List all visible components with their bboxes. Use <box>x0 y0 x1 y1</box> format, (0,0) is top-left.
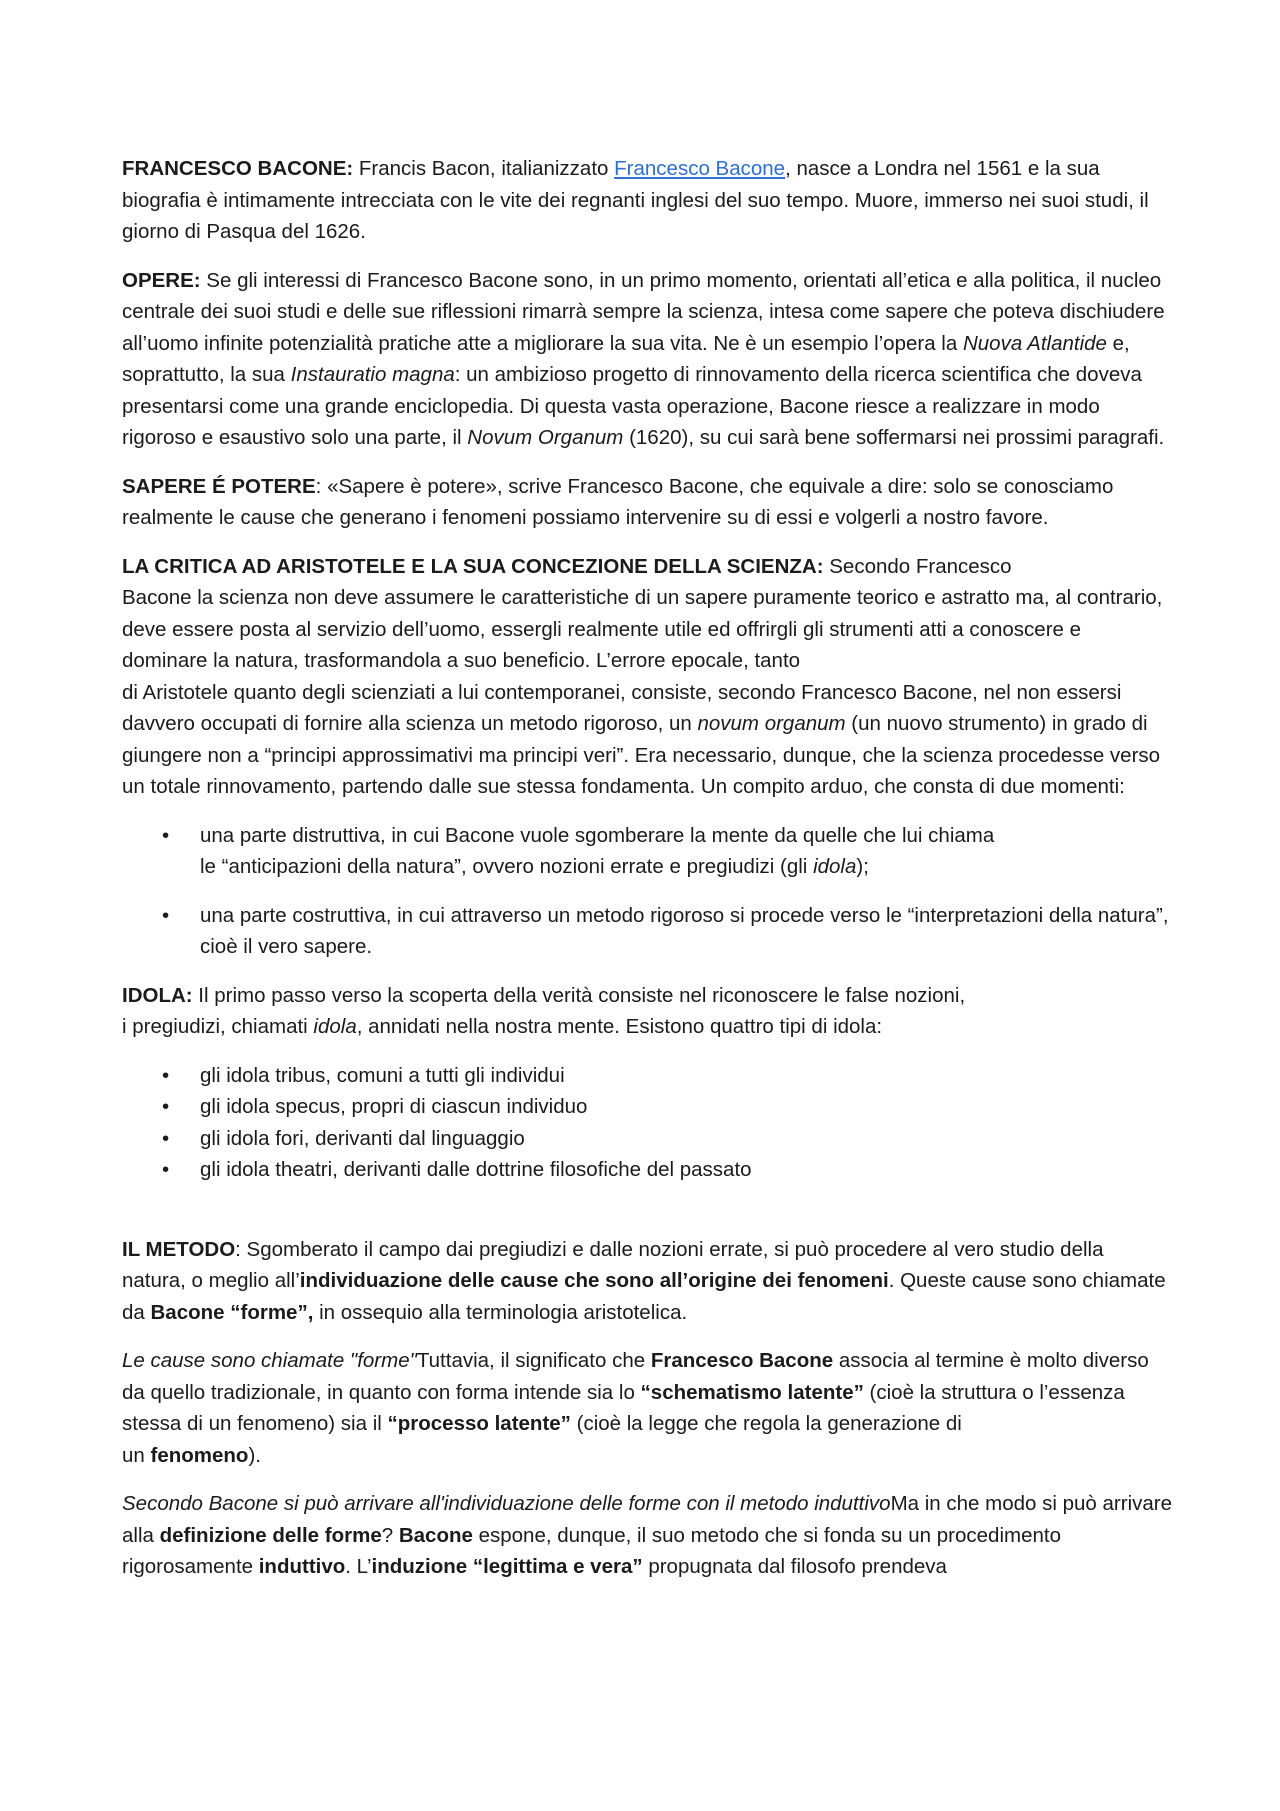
heading-critica-aristotele: LA CRITICA AD ARISTOTELE E LA SUA CONCEZIONE DELLA SCIENZA: <box>122 554 824 578</box>
heading-opere: OPERE: <box>122 268 201 292</box>
idola-list <box>122 1060 1172 1186</box>
text: , nasce a Londra nel 1561 e la sua biografia è intimamente intrecciata con le vite dei regnanti inglesi del suo tempo. Muore, immerso nei suoi studi, il giorno di Pasqua del 1626. <box>122 157 1149 243</box>
text: , annidati nella nostra mente. Esistono quattro tipi di idola: <box>356 1015 883 1038</box>
text: di Aristotele quanto degli scienziati a lui contemporanei, consiste, secondo Francesco Bacone, nel non essersi davvero occupati di fornire alla scienza un metodo rigoroso, un <box>122 680 1122 735</box>
text: Bacone la scienza non deve assumere le caratteristiche di un sapere puramente teorico e astratto ma, al contrario, deve essere posta al servizio dell’uomo, essergli realmente utile ed offrirgli gli strumenti atti a conoscere e dominare la natura, trasformandola a suo beneficio. L’errore epocale, tanto <box>122 586 1163 672</box>
text: ). <box>248 1443 261 1467</box>
text: una parte distruttiva, in cui Bacone vuole sgomberare la mente da quelle che lui chiama <box>200 823 995 847</box>
paragraph-forme <box>122 1345 1172 1471</box>
text: : Sgomberato il campo dai pregiudizi e dalle nozioni errate, si può procedere al vero studio della natura, o meglio all’ <box>122 1237 1104 1292</box>
text: . L’ <box>345 1555 372 1578</box>
bold-text: Bacone <box>398 1523 473 1547</box>
paragraph-opere <box>122 265 1172 454</box>
bold-text: definizione delle forme <box>159 1523 382 1547</box>
paragraph-critica-aristotele <box>122 551 1172 803</box>
text: propugnata dal filosofo prendeva <box>642 1555 947 1578</box>
paragraph-sapere-potere <box>122 471 1172 534</box>
text: una parte costruttiva, in cui attraverso un metodo rigoroso si procede verso le “interpretazioni della natura”, cioè il vero sapere. <box>200 903 1169 958</box>
text: Secondo Francesco <box>823 554 1012 578</box>
text: Il primo passo verso la scoperta della verità consiste nel riconoscere le false nozioni, <box>192 983 966 1007</box>
italic-text: Le cause sono chiamate "forme" <box>122 1349 417 1372</box>
text: (cioè la struttura o l’essenza stessa di un fenomeno) sia il <box>122 1380 1125 1435</box>
text: i pregiudizi, chiamati <box>122 1015 314 1038</box>
text: Ma in che modo si può arrivare alla <box>122 1492 1172 1547</box>
text: : un ambizioso progetto di rinnovamento della ricerca scientifica che doveva presentarsi come una grande enciclopedia. Di questa vasta operazione, Bacone riesce a realizzare in modo rigoroso e esaustivo solo una parte, il <box>122 363 1142 449</box>
list-item <box>122 820 1172 883</box>
list-item: • gli idola specus, propri di ciascun individuo <box>122 1091 1172 1123</box>
paragraph-metodo-induttivo <box>122 1488 1172 1583</box>
italic-text: idola <box>813 855 857 878</box>
bold-text: induzione “legittima e vera” <box>371 1555 643 1578</box>
bold-text: Bacone “forme”, <box>150 1300 314 1324</box>
bold-text: individuazione delle cause che sono all’origine dei fenomeni <box>299 1269 889 1292</box>
document-page <box>122 153 1172 1583</box>
italic-text: Secondo Bacone si può arrivare all'individuazione delle forme con il metodo induttivo <box>122 1492 891 1515</box>
bold-text: fenomeno <box>150 1443 249 1467</box>
italic-text: Novum Organum <box>467 426 624 449</box>
text: ? <box>381 1523 399 1547</box>
text: Tuttavia, il significato che <box>416 1349 651 1372</box>
text: (un nuovo strumento) in grado di giungere non a “principi approssimativi ma principi veri”. Era necessario, dunque, che la scienza procedesse verso un totale rinnovamento, partendo dalle sue stessa fondamenta. Un compito arduo, che consta di due momenti: <box>122 712 1161 798</box>
text: associa al termine è molto diverso da quello tradizionale, in quanto con forma intende sia lo <box>122 1349 1149 1404</box>
text: . Queste cause sono chiamate da <box>122 1269 1166 1324</box>
text: (cioè la legge che regola la generazione di <box>570 1412 962 1435</box>
italic-text: idola <box>313 1015 357 1038</box>
text: ); <box>856 855 869 878</box>
bold-text: induttivo <box>258 1555 346 1578</box>
text: (1620), su cui sarà bene soffermarsi nei prossimi paragrafi. <box>623 426 1165 449</box>
text: Francis Bacon, italianizzato <box>353 157 615 180</box>
text: un <box>122 1443 151 1467</box>
paragraph-biography <box>122 153 1172 248</box>
text: Se gli interessi di Francesco Bacone sono, in un primo momento, orientati all’etica e alla politica, il nucleo centrale dei suoi studi e delle sue riflessioni rimarrà sempre la scienza, intesa come sapere che poteva dischiudere all’uomo infinite potenzialità pratiche atte a migliorare la sua vita. Ne è un esempio l’opera la <box>122 268 1165 355</box>
italic-text: Nuova Atlantide <box>962 331 1107 355</box>
text: in ossequio alla terminologia aristotelica. <box>313 1300 688 1324</box>
heading-il-metodo: IL METODO <box>122 1237 236 1261</box>
bold-text: “schematismo latente” <box>640 1380 864 1404</box>
italic-text: Instauratio magna <box>290 363 455 386</box>
list-item <box>122 900 1172 963</box>
spacer <box>122 1203 1172 1234</box>
heading-francesco-bacone: FRANCESCO BACONE: <box>122 157 354 180</box>
list-item: • gli idola theatri, derivanti dalle dottrine filosofiche del passato <box>122 1154 1172 1186</box>
italic-text: novum organum <box>697 712 846 735</box>
list-item: • gli idola tribus, comuni a tutti gli individui <box>122 1060 1172 1092</box>
text: e, soprattutto, la sua <box>122 331 1130 386</box>
text: le “anticipazioni della natura”, ovvero nozioni errate e pregiudizi (gli <box>200 855 814 878</box>
francesco-bacone-link[interactable]: Francesco Bacone <box>614 157 786 180</box>
bold-text: Francesco Bacone <box>650 1349 834 1372</box>
heading-idola: IDOLA: <box>122 983 193 1007</box>
paragraph-metodo <box>122 1234 1172 1329</box>
list-item: • gli idola fori, derivanti dal linguaggio <box>122 1123 1172 1155</box>
heading-sapere-potere: SAPERE É POTERE <box>122 474 316 498</box>
text: espone, dunque, il suo metodo che si fonda su un procedimento rigorosamente <box>122 1523 1061 1578</box>
bold-text: “processo latente” <box>387 1412 571 1435</box>
two-moments-list <box>122 820 1172 963</box>
text: : «Sapere è potere», scrive Francesco Bacone, che equivale a dire: solo se conosciamo realmente le cause che generano i fenomeni possiamo intervenire su di essi e volgerli a nostro favore. <box>122 474 1114 529</box>
paragraph-idola <box>122 980 1172 1043</box>
